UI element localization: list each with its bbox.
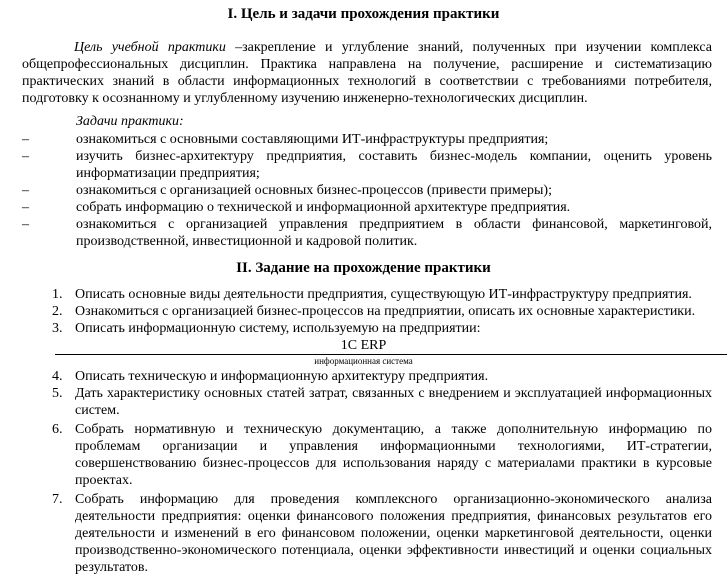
task-text: ознакомиться с организацией основных бизнес-процессов (привести примеры); xyxy=(76,183,552,198)
task-text: ознакомиться с организацией управления предприятием в области финансовой, маркетинговой, производственной, инвестиционной и кадровой политик. xyxy=(76,217,712,249)
assignment-item xyxy=(52,303,712,320)
system-value: 1С ERP xyxy=(340,338,387,353)
task-item xyxy=(22,216,712,250)
task-text: собрать информацию о технической и информационной архитектуре предприятия. xyxy=(76,200,571,215)
section-2-title: II. Задание на прохождение практики xyxy=(236,260,491,276)
item-text: Дать характеристику основных статей затрат, связанных с внедрением и эксплуатацией информационных систем. xyxy=(75,386,712,418)
assignment-list-part2 xyxy=(52,368,712,576)
item-number: 1. xyxy=(52,287,63,302)
task-text: изучить бизнес-архитектуру предприятия, составить бизнес-модель компании, оценить уровень информатизации предприятия; xyxy=(76,149,712,181)
assignment-item xyxy=(52,421,712,489)
item-text: Описать основные виды деятельности предприятия, существующую ИТ-инфраструктуру предприятия. xyxy=(75,287,692,302)
fill-in-line xyxy=(55,354,727,355)
item-text: Ознакомиться с организацией бизнес-процессов на предприятии, описать их основные характеристики. xyxy=(75,304,696,319)
task-item xyxy=(22,148,712,182)
item-text: Собрать нормативную и техническую документацию, а также дополнительную информацию по проблемам организации и управления информационными технологиями, ИТ-стратегии, совершенствованию бизнес-процессов для использования наряду с материалами практики в курсовые проектах. xyxy=(75,422,712,488)
system-caption: информационная система xyxy=(314,356,413,366)
dash-marker: – xyxy=(22,149,29,164)
item-text: Описать информационную систему, используемую на предприятии: xyxy=(75,321,481,336)
task-text: ознакомиться с основными составляющими ИТ-инфраструктуры предприятия; xyxy=(76,132,549,147)
assignment-item xyxy=(52,491,712,576)
item-number: 7. xyxy=(52,492,63,507)
tasks-list xyxy=(22,131,712,250)
section-1-title: I. Цель и задачи прохождения практики xyxy=(227,6,500,22)
dash-marker: – xyxy=(22,132,29,147)
item-number: 6. xyxy=(52,422,63,437)
assignment-item xyxy=(52,286,712,303)
goal-text: –закрепление и углубление знаний, полученных при изучении комплекса общепрофессиональных дисциплин. Практика направлена на получение, расширение и систематизацию практических знаний в области информационных технологий в соответствии с требованиями потребителя, подготовку к осознанному и углубленному изучению инженерно-технологических дисциплин. xyxy=(22,40,712,106)
item-number: 2. xyxy=(52,304,63,319)
task-item xyxy=(22,182,712,199)
assignment-list-part1 xyxy=(52,286,712,337)
dash-marker: – xyxy=(22,183,29,198)
task-item xyxy=(22,199,712,216)
dash-marker: – xyxy=(22,217,29,232)
goal-paragraph xyxy=(22,39,712,107)
dash-marker: – xyxy=(22,200,29,215)
item-number: 5. xyxy=(52,386,63,401)
item-number: 3. xyxy=(52,321,63,336)
assignment-item xyxy=(52,320,712,337)
item-text: Собрать информацию для проведения комплексного организационно-экономического анализа деятельности предприятия: оценки финансового положения предприятия, финансовых результатов его деятельности и изменений в его финансовом положении, оценки маркетинговой деятельности, оценки производственно-экономического потенциала, оценки эффективности инвестиций и оценки социальных результатов. xyxy=(75,492,712,575)
task-item xyxy=(22,131,712,148)
assignment-item xyxy=(52,368,712,385)
goal-label: Цель учебной практики xyxy=(74,40,226,55)
tasks-label: Задачи практики: xyxy=(76,114,184,129)
assignment-item xyxy=(52,385,712,419)
item-text: Описать техническую и информационную архитектуру предприятия. xyxy=(75,369,489,384)
item-number: 4. xyxy=(52,369,63,384)
